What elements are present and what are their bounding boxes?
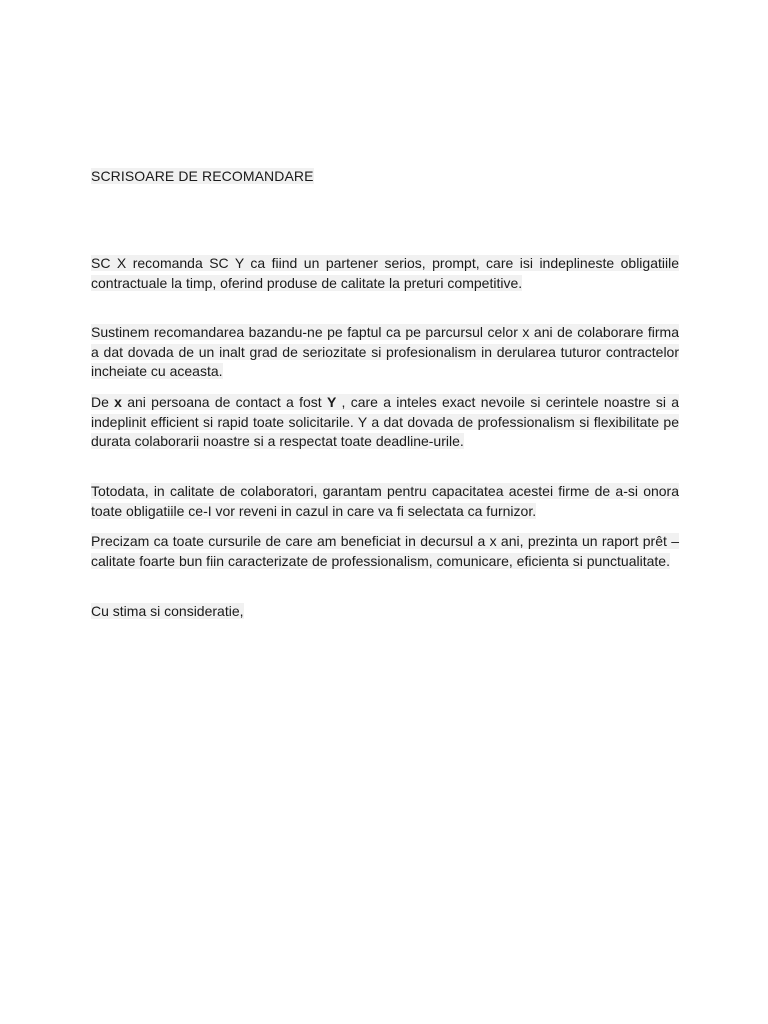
paragraph-contact-lead: De <box>91 394 115 410</box>
paragraph-contact-person: Y <box>326 394 337 410</box>
letter-title-text: SCRISOARE DE RECOMANDARE <box>91 168 314 184</box>
paragraph-contact-middle: ani persoana de contact a fost <box>121 394 327 410</box>
paragraph-contact <box>91 393 679 452</box>
paragraph-support-text: Sustinem recomandarea bazandu-ne pe faptul ca pe parcursul celor x ani de colaborare firma a dat dovada de un inalt grad de seriozitate si profesionalism in derularea tuturor contractelor incheiate cu aceasta. <box>91 324 679 379</box>
paragraph-contact-years: x <box>114 394 122 410</box>
paragraph-recommendation-text: SC X recomanda SC Y ca fiind un partener serios, prompt, care isi indeplineste obligatiile contractuale la timp, oferind produse de calitate la preturi competitive. <box>91 255 679 291</box>
paragraph-guarantee-text: Totodata, in calitate de colaboratori, garantam pentru capacitatea acestei firme de a-si onora toate obligatiile ce-I vor reveni in cazul in care va fi selectata ca furnizor. <box>91 483 679 519</box>
letter-title <box>91 167 314 185</box>
paragraph-courses-text: Precizam ca toate cursurile de care am beneficiat in decursul a x ani, prezinta un raport prêt – calitate foarte bun fiin caracterizate de professionalism, comunicare, eficienta si punctualitate. <box>91 533 679 569</box>
letter-closing <box>91 602 244 621</box>
paragraph-guarantee <box>91 482 679 521</box>
paragraph-courses <box>91 532 679 571</box>
paragraph-contact-rest: , care a inteles exact nevoile si cerintele noastre si a indeplinit efficient si rapid toate solicitarile. Y a dat dovada de professionalism si flexibilitate pe durata colaborarii noastre si a respectat toate deadline-urile. <box>91 394 679 449</box>
paragraph-support <box>91 323 679 382</box>
paragraph-recommendation <box>91 254 679 293</box>
letter-closing-text: Cu stima si consideratie, <box>91 603 244 619</box>
